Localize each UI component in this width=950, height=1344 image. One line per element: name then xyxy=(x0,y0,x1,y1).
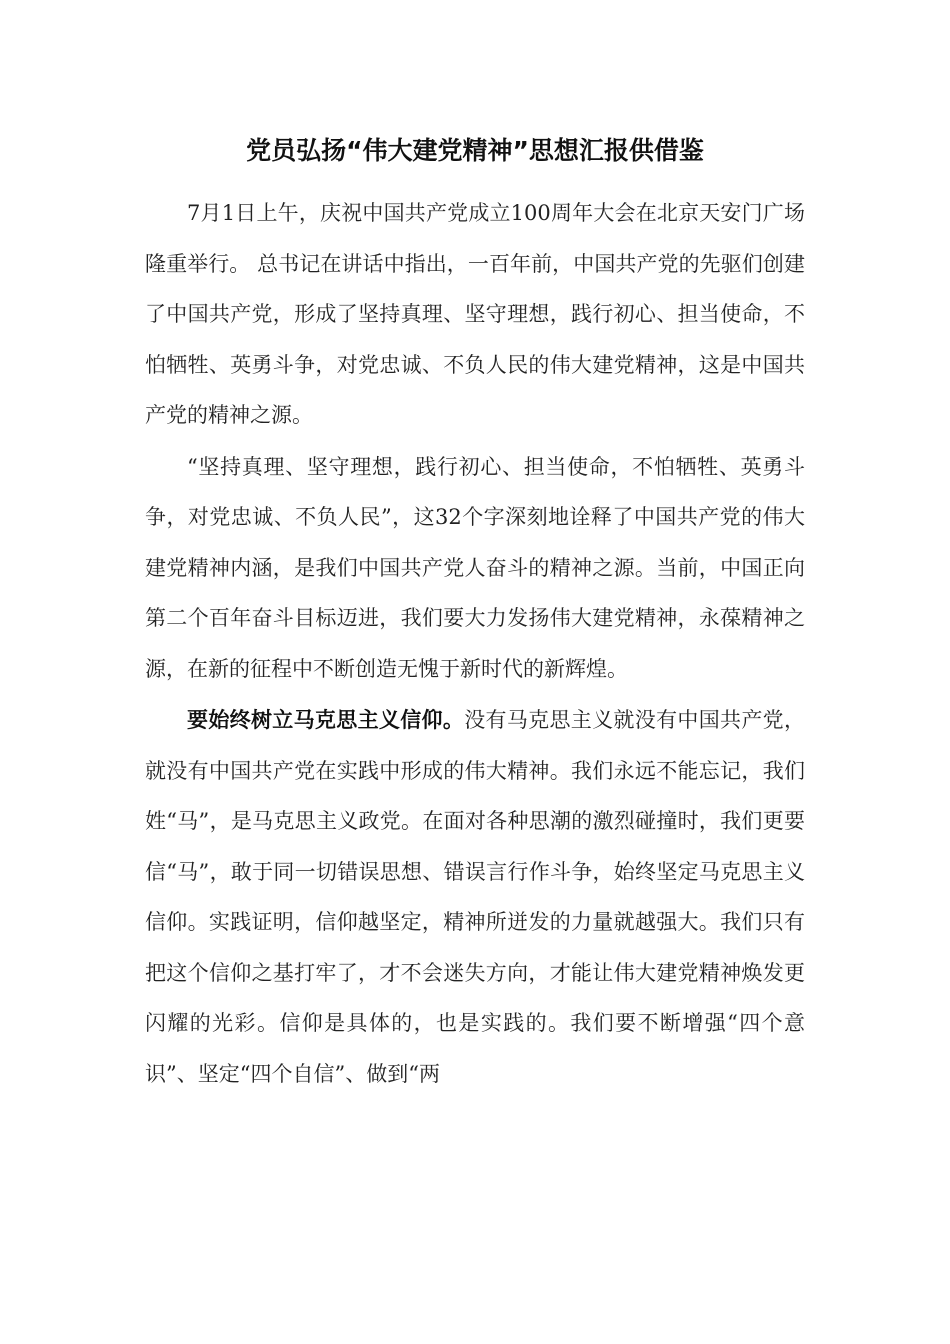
paragraph-lead: 要始终树立马克思主义信仰。 xyxy=(187,708,465,732)
document-title: 党员弘扬“伟大建党精神”思想汇报供借鉴 xyxy=(246,136,704,165)
paragraph-2 xyxy=(145,442,805,695)
document-body xyxy=(145,188,805,1100)
paragraph-text: 7月1日上午，庆祝中国共产党成立100周年大会在北京天安门广场隆重举行。 总书记在讲话中指出，一百年前，中国共产党的先驱们创建了中国共产党，形成了坚持真理、坚守理想，践行初心、担当使命，不怕牺牲、英勇斗争，对党忠诚、不负人民的伟大建党精神，这是中国共产党的精神之源。 xyxy=(145,201,805,427)
paragraph-text: “坚持真理、坚守理想，践行初心、担当使命，不怕牺牲、英勇斗争，对党忠诚、不负人民”，这32个字深刻地诠释了中国共产党的伟大建党精神内涵，是我们中国共产党人奋斗的精神之源。当前，中国正向第二个百年奋斗目标迈进，我们要大力发扬伟大建党精神，永葆精神之源，在新的征程中不断创造无愧于新时代的新辉煌。 xyxy=(145,454,805,681)
paragraph-3 xyxy=(145,695,805,1099)
paragraph-1 xyxy=(145,188,805,441)
paragraph-text: 没有马克思主义就没有中国共产党，就没有中国共产党在实践中形成的伟大精神。我们永远不能忘记，我们姓“马”，是马克思主义政党。在面对各种思潮的激烈碰撞时，我们更要信“马”，敢于同一切错误思想、错误言行作斗争，始终坚定马克思主义信仰。实践证明，信仰越坚定，精神所迸发的力量就越强大。我们只有把这个信仰之基打牢了，才不会迷失方向，才能让伟大建党精神焕发更闪耀的光彩。信仰是具体的，也是实践的。我们要不断增强“四个意识”、坚定“四个自信”、做到“两 xyxy=(145,708,806,1086)
